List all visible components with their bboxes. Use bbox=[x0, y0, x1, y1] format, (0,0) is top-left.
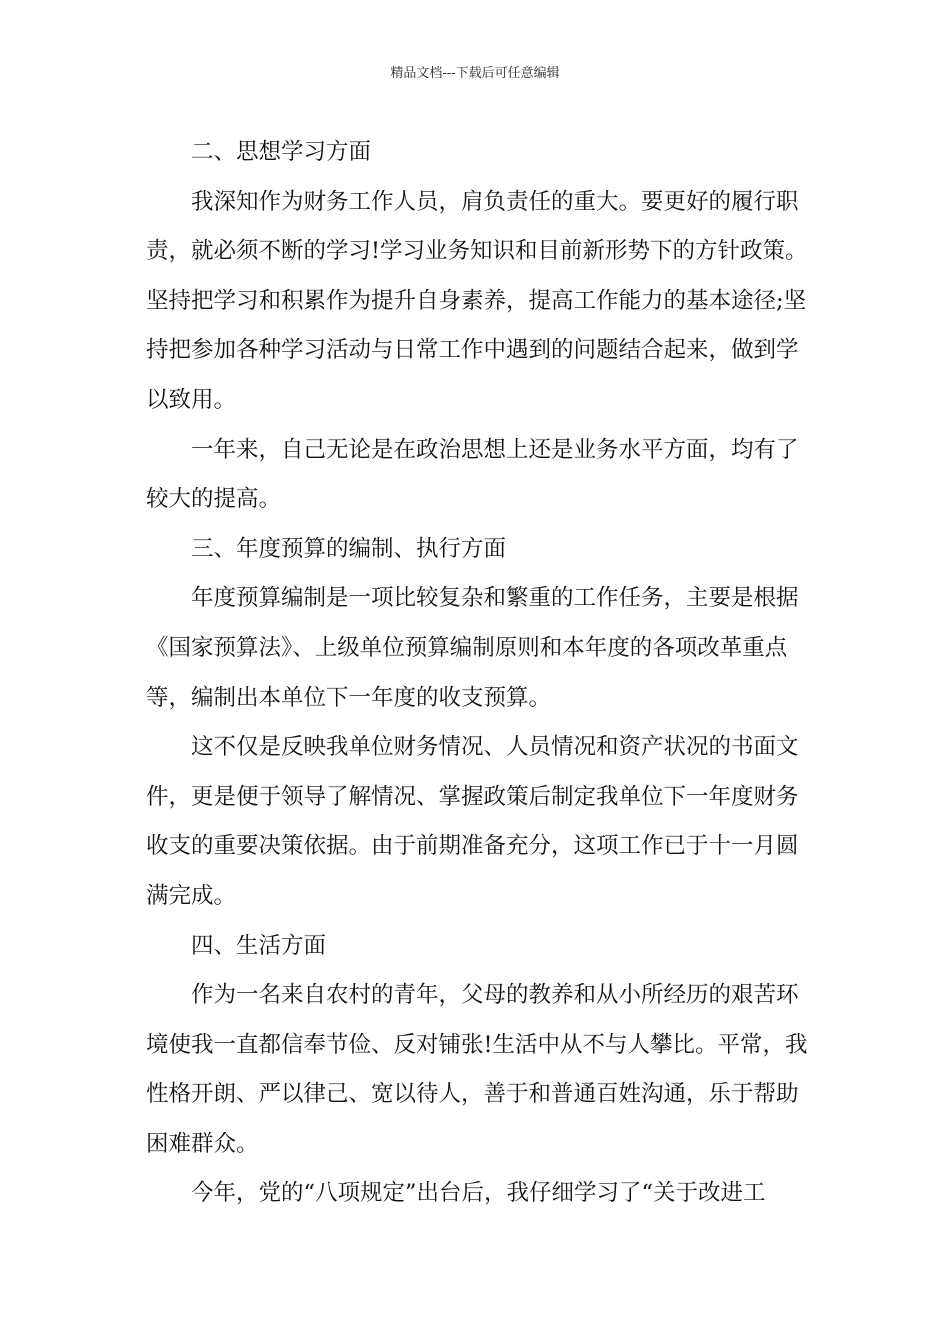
text-line: 二、思想学习方面 bbox=[191, 139, 372, 165]
text-line: 年度预算编制是一项比较复杂和繁重的工作任务，主要是根据 bbox=[191, 585, 799, 612]
text-line: 今年，党的“八项规定”出台后，我仔细学习了“关于改进工 bbox=[191, 1180, 766, 1207]
paragraph-study bbox=[146, 178, 808, 426]
text-line: 《国家预算法》、上级单位预算编制原则和本年度的各项改革重点 bbox=[146, 634, 788, 661]
paragraph-progress bbox=[146, 426, 808, 525]
text-line: 这不仅是反映我单位财务情况、人员情况和资产状况的书面文 bbox=[191, 734, 799, 761]
text-line: 三、年度预算的编制、执行方面 bbox=[191, 535, 507, 562]
paragraph-eight-rules bbox=[146, 1169, 808, 1219]
paragraph-budget-document bbox=[146, 723, 808, 921]
text-line: 四、生活方面 bbox=[191, 932, 327, 959]
text-line: 境使我一直都信奉节俭、反对铺张!生活中从不与人攀比。平常，我 bbox=[146, 1031, 808, 1058]
text-line: 持把参加各种学习活动与日常工作中遇到的问题结合起来，做到学 bbox=[146, 337, 799, 364]
document-body bbox=[146, 128, 808, 1219]
text-line: 以致用。 bbox=[146, 386, 237, 413]
text-line: 性格开朗、严以律己、宽以待人，善于和普通百姓沟通，乐于帮助 bbox=[146, 1081, 799, 1108]
text-line: 等，编制出本单位下一年度的收支预算。 bbox=[146, 684, 552, 711]
text-line: 坚持把学习和积累作为提升自身素养，提高工作能力的基本途径;坚 bbox=[146, 287, 807, 314]
page-header: 精品文档---下载后可任意编辑 bbox=[390, 66, 560, 81]
section-heading-life bbox=[146, 922, 808, 972]
text-line: 困难群众。 bbox=[146, 1130, 259, 1157]
text-line: 作为一名来自农村的青年，父母的教养和从小所经历的艰苦环 bbox=[191, 982, 799, 1009]
text-line: 收支的重要决策依据。由于前期准备充分，这项工作已于十一月圆 bbox=[146, 833, 799, 860]
paragraph-budget-compile bbox=[146, 574, 808, 723]
text-line: 我深知作为财务工作人员，肩负责任的重大。要更好的履行职 bbox=[191, 188, 799, 215]
text-line: 一年来，自己无论是在政治思想上还是业务水平方面，均有了 bbox=[191, 436, 799, 463]
text-line: 责，就必须不断的学习!学习业务知识和目前新形势下的方针政策。 bbox=[146, 238, 808, 265]
text-line: 件，更是便于领导了解情况、掌握政策后制定我单位下一年度财务 bbox=[146, 783, 799, 810]
text-line: 满完成。 bbox=[146, 882, 237, 909]
section-heading-ideology bbox=[146, 128, 808, 178]
paragraph-life bbox=[146, 971, 808, 1169]
text-line: 较大的提高。 bbox=[146, 486, 282, 513]
section-heading-budget bbox=[146, 525, 808, 575]
